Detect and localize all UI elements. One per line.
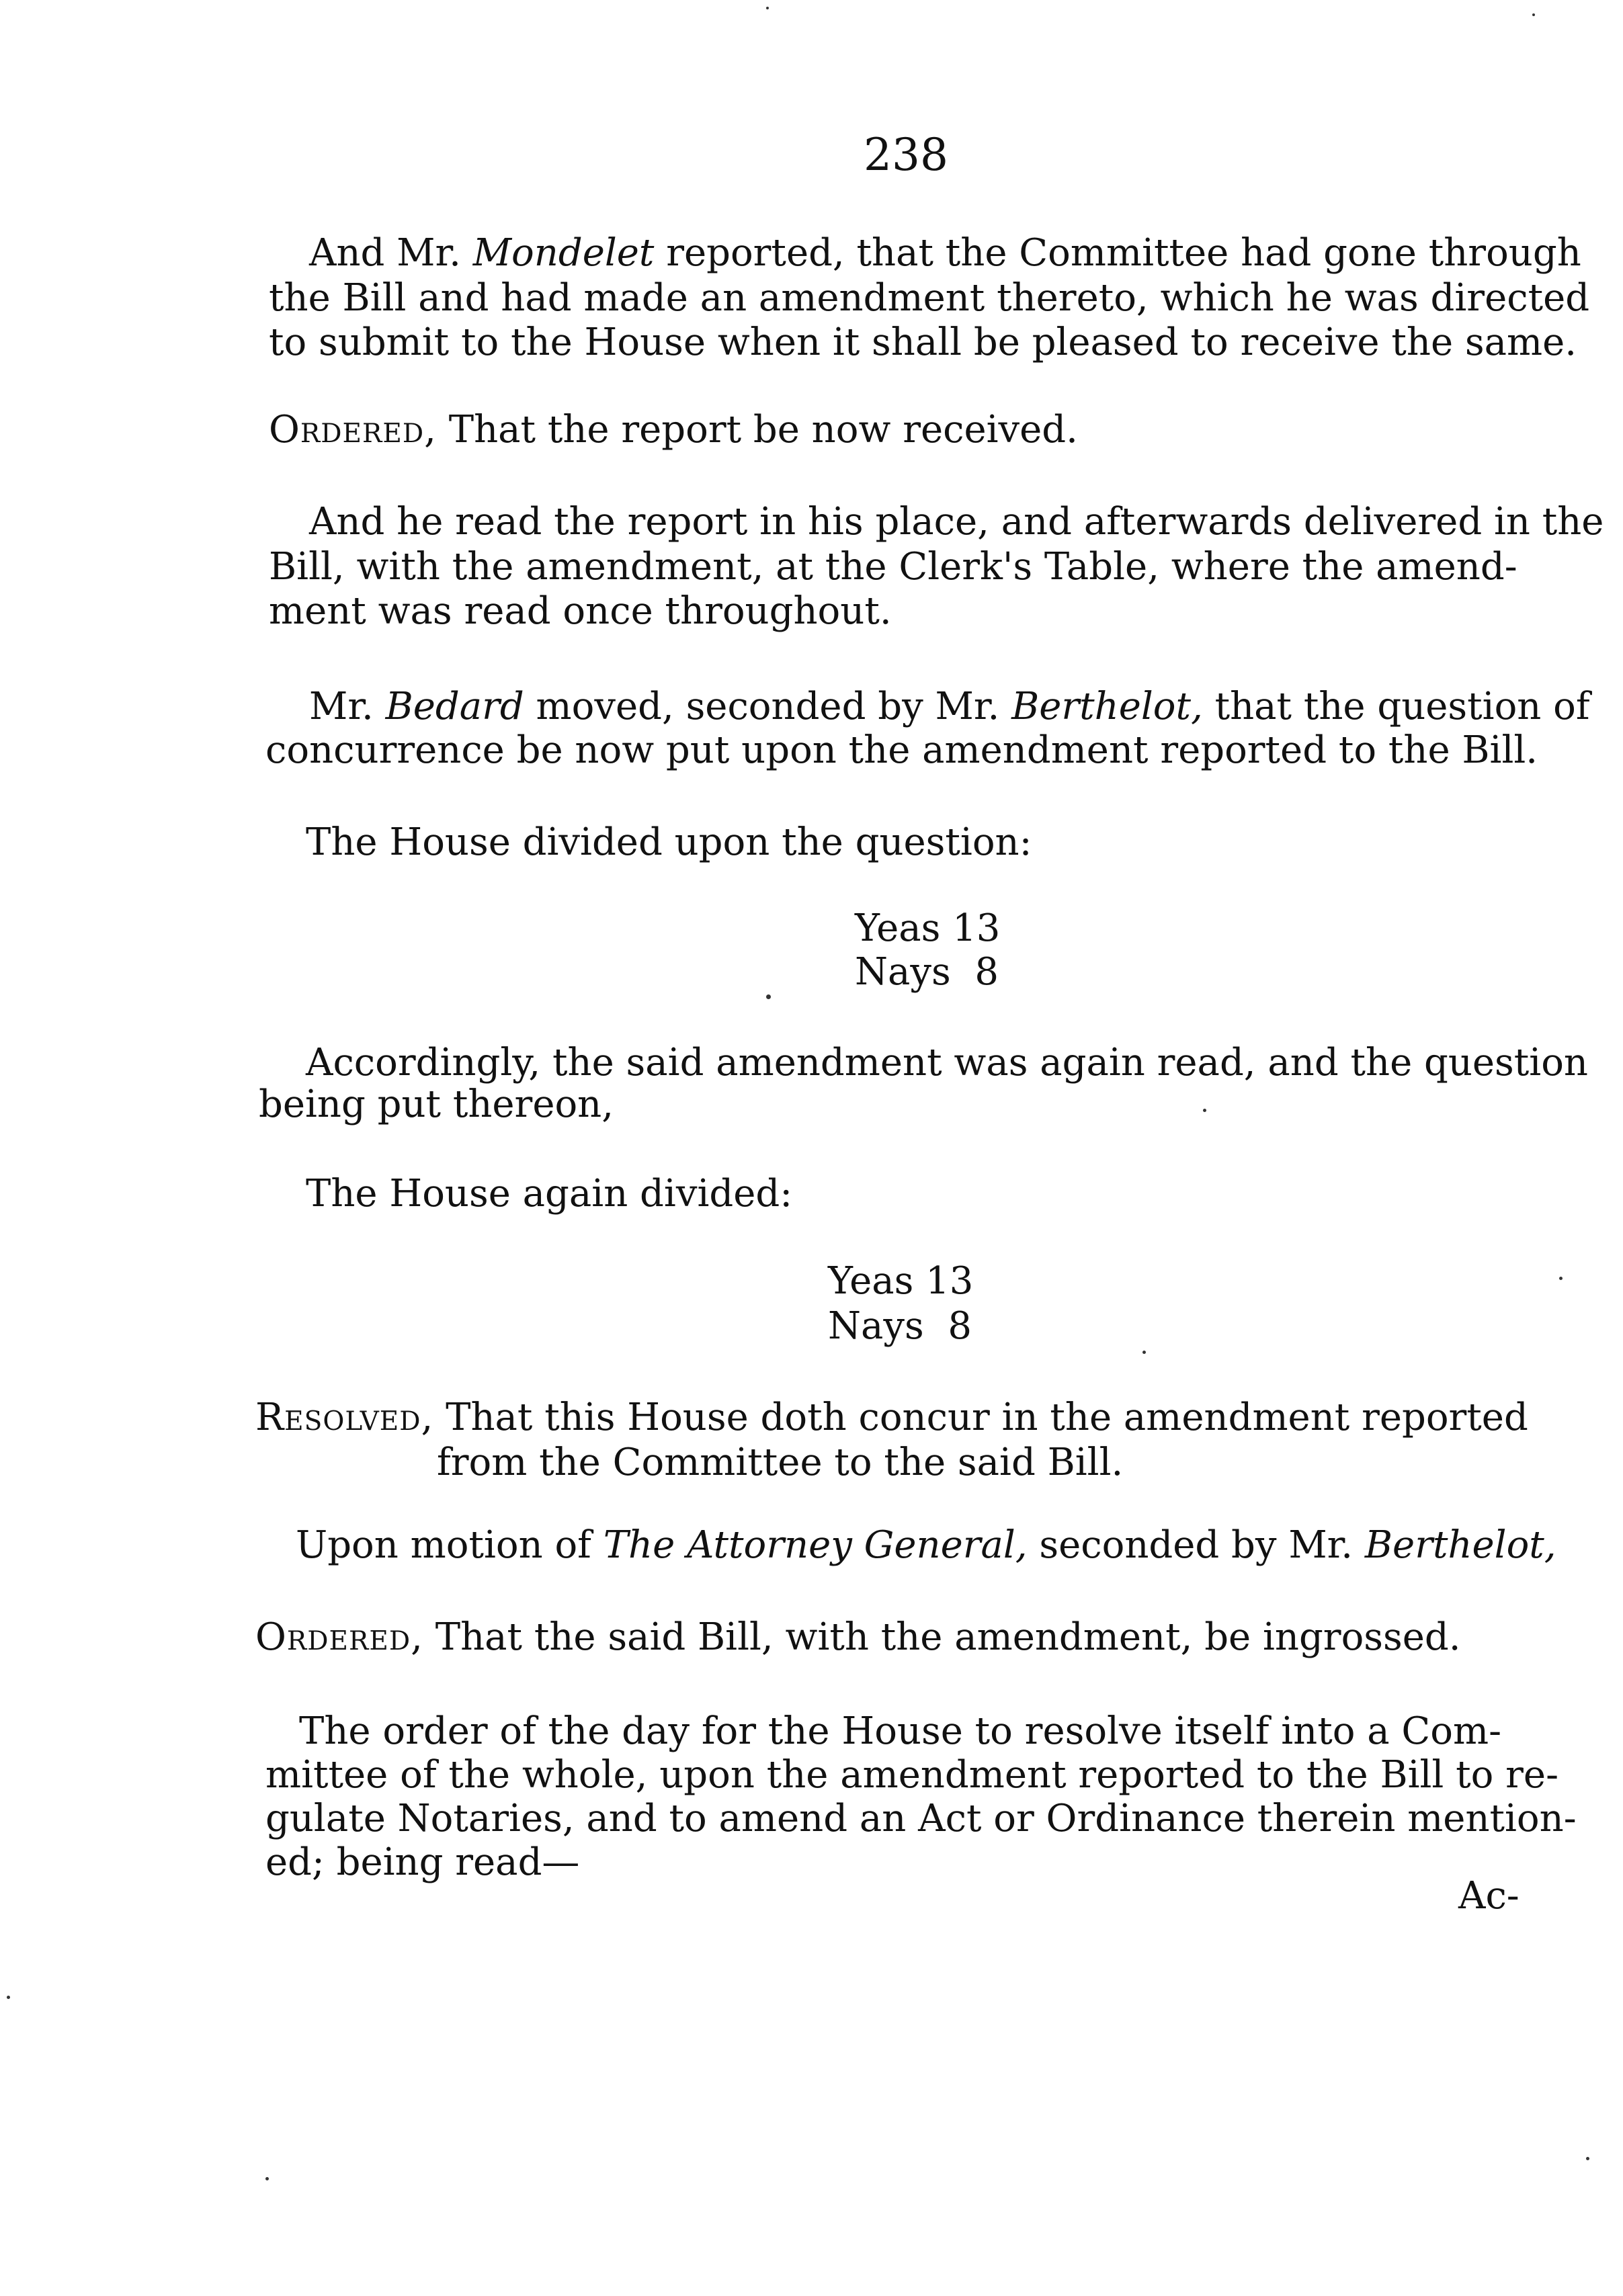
paragraph-3-line-1: And he read the report in his place, and afterwards delivered in the xyxy=(309,500,1604,544)
vote-1-yeas: Yeas 13 xyxy=(855,906,1001,950)
paragraph-6-line-1: Accordingly, the said amendment was again read, and the question xyxy=(306,1041,1588,1085)
house-again-divided-line: The House again divided: xyxy=(306,1172,793,1216)
page-number: 238 xyxy=(864,129,948,181)
resolved-line-1 xyxy=(255,1396,1528,1439)
paragraph-4-line-2: concurrence be now put upon the amendment reported to the Bill. xyxy=(265,728,1538,772)
paragraph-1-line-1 xyxy=(309,232,1581,275)
ordered-label: Ordered, xyxy=(255,1615,423,1659)
scan-speck xyxy=(766,7,769,9)
scan-speck xyxy=(7,1996,10,1999)
upon-motion-line xyxy=(296,1524,1556,1567)
text-span: That this House doth concur in the amendment reported xyxy=(433,1396,1528,1439)
scan-speck xyxy=(1203,1109,1206,1112)
member-name: Berthelot, xyxy=(1364,1523,1556,1567)
ordered-report-received xyxy=(269,409,1078,452)
text-span: that the question of xyxy=(1202,685,1590,728)
scan-speck xyxy=(1142,1351,1146,1354)
paragraph-3-line-2: Bill, with the amendment, at the Clerk's Table, where the amend- xyxy=(269,545,1517,589)
text-span: That the report be now received. xyxy=(436,408,1078,452)
vote-2-nays: Nays 8 xyxy=(828,1304,972,1348)
paragraph-6-line-2: being put thereon, xyxy=(259,1082,614,1126)
scan-speck xyxy=(265,2177,269,2180)
vote-2-yeas: Yeas 13 xyxy=(828,1259,974,1303)
member-name: Berthelot, xyxy=(1011,685,1203,728)
text-span: That the said Bill, with the amendment, be ingrossed. xyxy=(423,1615,1461,1659)
text-span: And Mr. xyxy=(309,231,473,275)
paragraph-11-line-1: The order of the day for the House to resolve itself into a Com- xyxy=(299,1709,1502,1753)
paragraph-1-line-3: to submit to the House when it shall be pleased to receive the same. xyxy=(269,321,1577,364)
text-span: Upon motion of xyxy=(296,1523,604,1567)
resolved-label: Resolved, xyxy=(255,1396,434,1439)
catchword: Ac- xyxy=(1458,1874,1520,1918)
scan-speck xyxy=(1532,13,1535,16)
ordered-ingrossed-line xyxy=(255,1616,1461,1659)
text-span: moved, seconded by Mr. xyxy=(524,685,1012,728)
member-name: Mondelet xyxy=(472,231,655,275)
paragraph-11-line-2: mittee of the whole, upon the amendment reported to the Bill to re- xyxy=(265,1753,1558,1797)
paragraph-1-line-2: the Bill and had made an amendment thereto, which he was directed xyxy=(269,276,1590,320)
text-span: Mr. xyxy=(309,685,386,728)
paragraph-3-line-3: ment was read once throughout. xyxy=(269,589,892,633)
resolved-line-2: from the Committee to the said Bill. xyxy=(437,1441,1124,1484)
member-name: Bedard xyxy=(385,685,524,728)
house-divided-line: The House divided upon the question: xyxy=(306,820,1032,864)
vote-1-nays: Nays 8 xyxy=(855,950,999,994)
paragraph-11-line-4: ed; being read— xyxy=(265,1840,580,1884)
scan-speck xyxy=(766,994,771,999)
scan-speck xyxy=(1559,1277,1563,1280)
paragraph-4-line-1 xyxy=(309,685,1590,728)
scan-speck xyxy=(1586,2157,1589,2160)
text-span: seconded by Mr. xyxy=(1027,1523,1365,1567)
member-name: The Attorney General, xyxy=(603,1523,1028,1567)
paragraph-11-line-3: gulate Notaries, and to amend an Act or Ordinance therein mention- xyxy=(265,1797,1577,1840)
text-span: reported, that the Committee had gone through xyxy=(654,231,1581,275)
ordered-label: Ordered, xyxy=(269,408,437,452)
